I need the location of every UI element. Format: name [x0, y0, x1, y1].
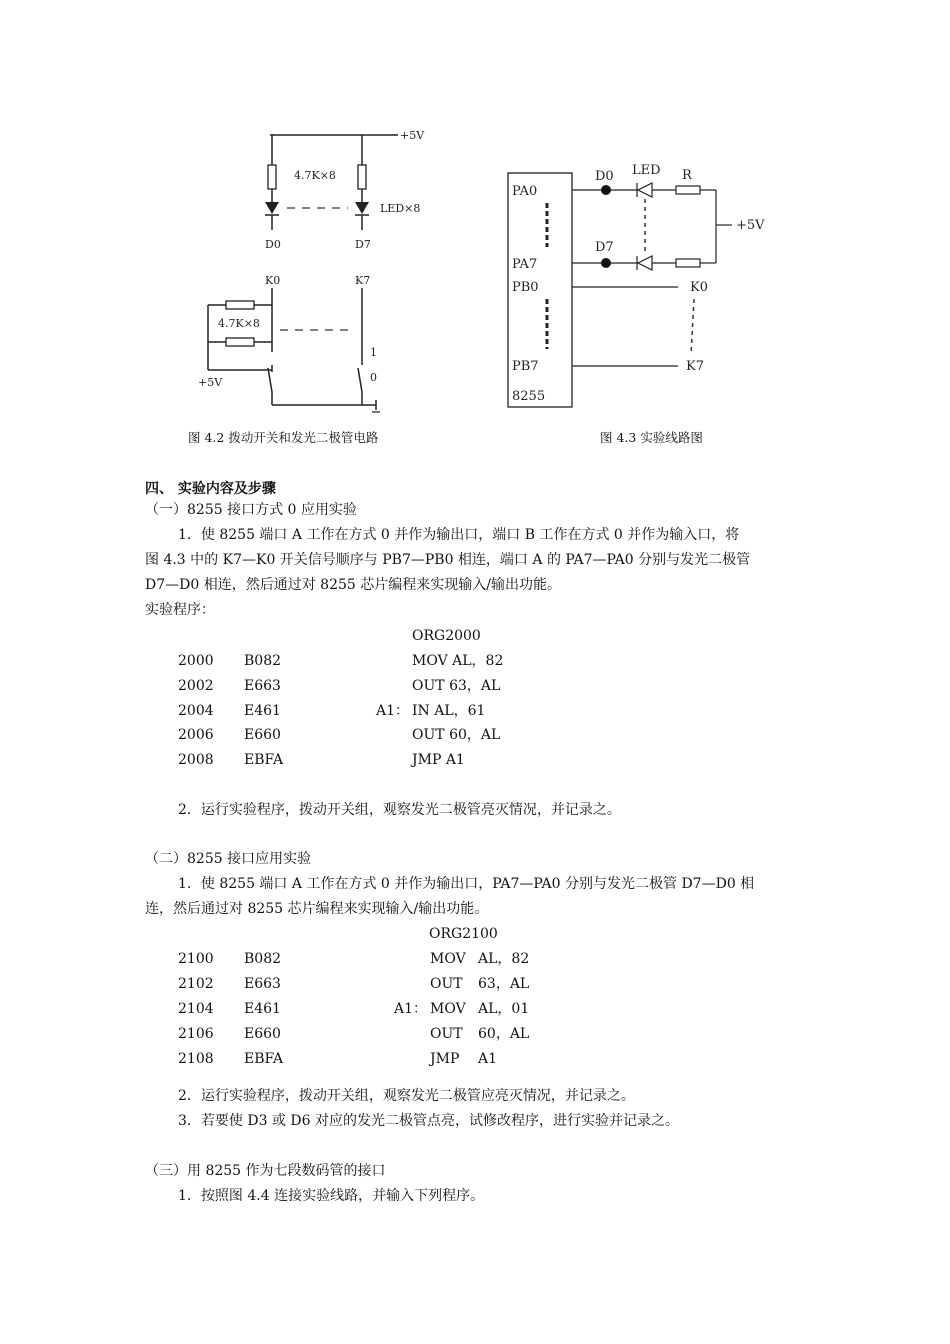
code-op: JMP [430, 1051, 460, 1067]
code-instr: MOV AL，82 [412, 653, 504, 669]
code-addr: 2108 [178, 1051, 214, 1067]
k7-label: K7 [686, 359, 704, 374]
vcc-bottom-label: +5V [198, 376, 223, 389]
figure-4-2-caption: 图 4.2 拨动开关和发光二极管电路 [188, 430, 379, 445]
part1-step2: 2．运行实验程序，拨动开关组，观察发光二极管亮灭情况，并记录之。 [178, 802, 621, 818]
switch-zero-label: 0 [370, 371, 377, 384]
code-arg: 60，AL [478, 1026, 530, 1042]
part2-org: ORG2100 [429, 926, 498, 942]
code-hex: EBFA [244, 752, 284, 768]
code-addr: 2106 [178, 1026, 214, 1042]
part1-para-line2: 图 4.3 中的 K7—K0 开关信号顺序与 PB7—PB0 相连，端口 A 的 PA7—PA0 分别与发光二极管 [145, 552, 751, 568]
section-title: 四、 实验内容及步骤 [145, 481, 276, 497]
vcc-top-label: +5V [400, 129, 425, 142]
figure-4-3-circuit [500, 155, 790, 415]
code-addr: 2102 [178, 976, 214, 992]
code-op: OUT [430, 1026, 463, 1042]
part1-para-line3: D7—D0 相连，然后通过对 8255 芯片编程来实现输入/输出功能。 [145, 577, 561, 593]
code-addr: 2100 [178, 951, 214, 967]
code-arg: AL，82 [478, 951, 530, 967]
d7-label: D7 [595, 240, 614, 255]
code-addr: 2002 [178, 678, 214, 694]
part3-step1: 1．按照图 4.4 连接实验线路，并输入下列程序。 [178, 1188, 485, 1204]
part2-title: （二）8255 接口应用实验 [145, 851, 312, 867]
code-label: A1： [394, 1001, 428, 1017]
part2-step3: 3．若要使 D3 或 D6 对应的发光二极管点亮，试修改程序，进行实验并记录之。 [178, 1113, 679, 1129]
code-hex: E461 [244, 1001, 281, 1017]
d0-label: D0 [595, 169, 614, 184]
figure-4-3-caption: 图 4.3 实验线路图 [600, 430, 703, 445]
code-hex: E660 [244, 1026, 281, 1042]
code-hex: EBFA [244, 1051, 284, 1067]
code-hex: B082 [244, 653, 282, 669]
code-hex: E660 [244, 727, 281, 743]
part1-org: ORG2000 [412, 628, 481, 644]
code-instr: IN AL，61 [412, 703, 486, 719]
program-label: 实验程序： [145, 602, 215, 618]
code-label: A1： [376, 703, 410, 719]
led-label: LED [632, 163, 661, 178]
resistor-label-bottom: 4.7K×8 [218, 317, 260, 330]
code-arg: A1 [478, 1051, 498, 1067]
code-instr: OUT 63，AL [412, 678, 501, 694]
switch-one-label: 1 [370, 346, 377, 359]
code-addr: 2008 [178, 752, 214, 768]
figure-4-2-circuit [190, 120, 450, 420]
part3-title: （三）用 8255 作为七段数码管的接口 [145, 1163, 386, 1179]
vcc-label: +5V [736, 218, 765, 233]
code-hex: E663 [244, 678, 281, 694]
code-arg: AL，01 [478, 1001, 530, 1017]
code-hex: E663 [244, 976, 281, 992]
code-op: MOV [430, 1001, 466, 1017]
k0-label: K0 [690, 280, 708, 295]
code-hex: B082 [244, 951, 282, 967]
part1-title: （一）8255 接口方式 0 应用实验 [145, 502, 357, 518]
code-arg: 63，AL [478, 976, 530, 992]
resistor-label-top: 4.7K×8 [294, 169, 336, 182]
d7-label: D7 [355, 238, 371, 251]
k0-label: K0 [265, 274, 281, 287]
pa7-label: PA7 [512, 257, 538, 272]
code-op: MOV [430, 951, 466, 967]
r-label: R [682, 168, 692, 183]
led-label: LED×8 [380, 202, 421, 215]
code-instr: JMP A1 [412, 752, 465, 768]
code-addr: 2000 [178, 653, 214, 669]
k7-label: K7 [355, 274, 371, 287]
code-hex: E461 [244, 703, 281, 719]
code-addr: 2004 [178, 703, 214, 719]
part2-step2: 2．运行实验程序，拨动开关组，观察发光二极管应亮灭情况，并记录之。 [178, 1088, 635, 1104]
pa0-label: PA0 [512, 184, 538, 199]
part1-para-line1: 1．使 8255 端口 A 工作在方式 0 并作为输出口，端口 B 工作在方式 0 并作为输入口，将 [178, 527, 740, 543]
chip-label: 8255 [512, 389, 546, 404]
d0-label: D0 [265, 238, 281, 251]
code-instr: OUT 60，AL [412, 727, 501, 743]
code-addr: 2006 [178, 727, 214, 743]
pb7-label: PB7 [512, 359, 539, 374]
part2-para-line2: 连，然后通过对 8255 芯片编程来实现输入/输出功能。 [145, 901, 489, 917]
pb0-label: PB0 [512, 280, 539, 295]
code-op: OUT [430, 976, 463, 992]
code-addr: 2104 [178, 1001, 214, 1017]
part2-para-line1: 1．使 8255 端口 A 工作在方式 0 并作为输出口，PA7—PA0 分别与发光二极管 D7—D0 相 [178, 876, 755, 892]
